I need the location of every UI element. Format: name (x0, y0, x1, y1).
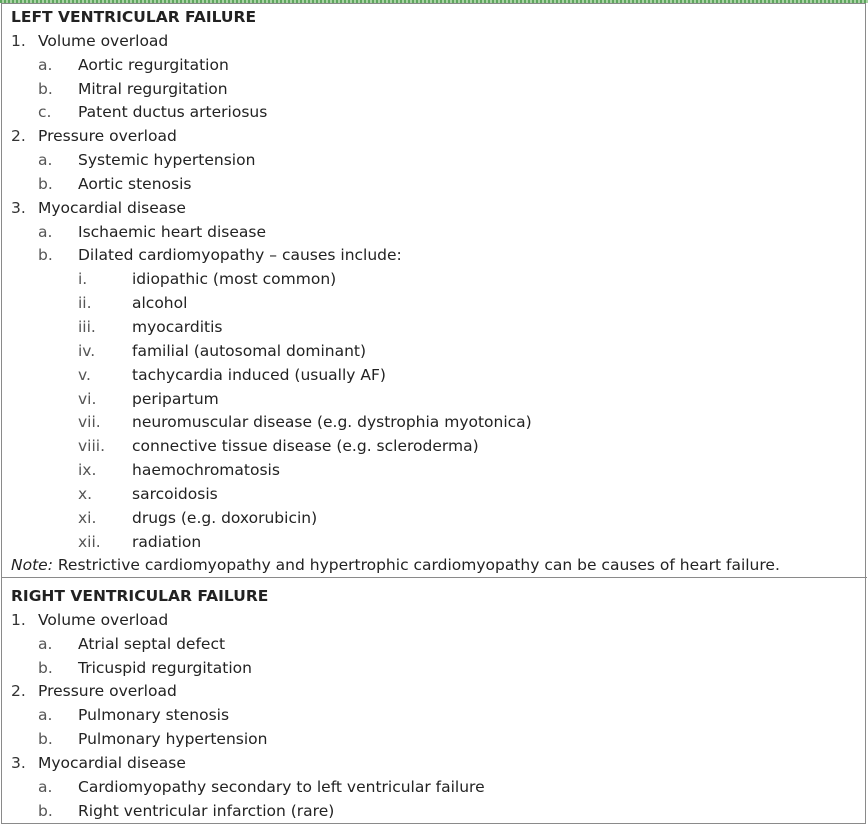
list-item: vii. neuromuscular disease (e.g. dystrophia myotonica) (78, 413, 532, 432)
note-text: Restrictive cardiomyopathy and hypertrophic cardiomyopathy can be causes of heart failure. (52, 556, 780, 575)
list-item: b. Pulmonary hypertension (38, 730, 268, 749)
list-item: b. Mitral regurgitation (38, 79, 228, 98)
list-item: ii. alcohol (78, 294, 188, 313)
list-item: 1. Volume overload (11, 610, 169, 629)
section-heading: RIGHT VENTRICULAR FAILURE (11, 587, 269, 605)
list-item: iii. myocarditis (78, 317, 223, 336)
list-item: b. Dilated cardiomyopathy – causes include: (38, 246, 402, 265)
note-label: Note: (11, 556, 53, 575)
list-item: v. tachycardia induced (usually AF) (78, 365, 386, 384)
list-item: a. Aortic regurgitation (38, 55, 229, 74)
list-item: b. Right ventricular infarction (rare) (38, 801, 335, 820)
list-item: a. Ischaemic heart disease (38, 222, 266, 241)
list-item: vi. peripartum (78, 389, 219, 408)
list-item: 2. Pressure overload (11, 682, 177, 701)
list-item: ix. haemochromatosis (78, 461, 280, 480)
list-item: c. Patent ductus arteriosus (38, 103, 268, 122)
list-item: 3. Myocardial disease (11, 198, 186, 217)
list-item: x. sarcoidosis (78, 484, 218, 503)
list-item: a. Systemic hypertension (38, 151, 256, 170)
list-item: i. idiopathic (most common) (78, 270, 337, 289)
left-ventricular-failure-section (11, 6, 780, 578)
list-item: iv. familial (autosomal dominant) (78, 341, 367, 360)
section-heading: LEFT VENTRICULAR FAILURE (11, 8, 257, 26)
list-item: 1. Volume overload (11, 31, 169, 50)
list-item: viii. connective tissue disease (e.g. scleroderma) (78, 437, 479, 456)
list-item: xi. drugs (e.g. doxorubicin) (78, 508, 318, 527)
list-item: 3. Myocardial disease (11, 753, 186, 772)
list-item: a. Pulmonary stenosis (38, 706, 230, 725)
list-item: 2. Pressure overload (11, 127, 177, 146)
list-item: a. Cardiomyopathy secondary to left ventricular failure (38, 777, 485, 796)
list-item: b. Aortic stenosis (38, 174, 192, 193)
list-item: a. Atrial septal defect (38, 634, 226, 653)
right-ventricular-failure-section (11, 585, 485, 823)
list-item: xii. radiation (78, 532, 202, 551)
list-item: b. Tricuspid regurgitation (38, 658, 252, 677)
note (11, 554, 780, 578)
